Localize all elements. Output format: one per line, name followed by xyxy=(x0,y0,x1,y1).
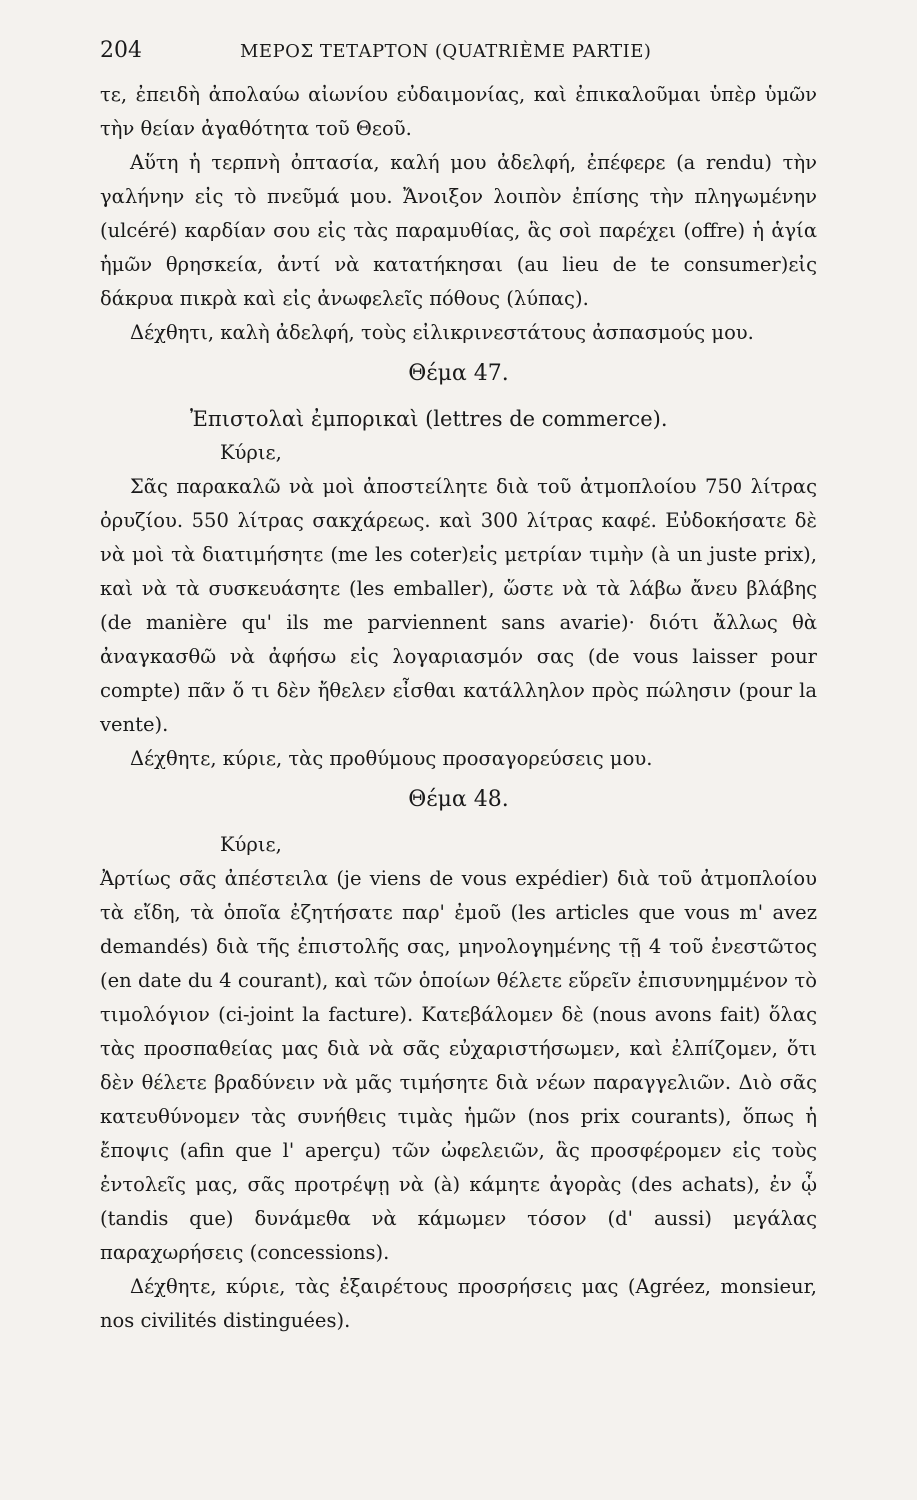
body-text xyxy=(100,78,817,1338)
paragraph: Σᾶς παρακαλῶ νὰ μοὶ ἀποστείλητε διὰ τοῦ ἀτμοπλοίου 750 λίτρας ὀρυζίου. 550 λίτρας σακχάρεως. καὶ 300 λίτρας καφέ. Εὐδοκήσατε δὲ νὰ μοὶ τὰ διατιμήσητε (me les coter)εἰς μετρίαν τιμὴν (à un juste prix), καὶ νὰ τὰ συσκευάσητε (les emballer), ὥστε νὰ τὰ λάβω ἄνευ βλάβης (de manière qu' ils me parviennent sans avarie)· διότι ἄλλως θὰ ἀναγκασθῶ νὰ ἀφήσω εἰς λογαριασμόν σας (de vous laisser pour compte) πᾶν ὅ τι δὲν ἤθελεν εἶσθαι κατάλληλον πρὸς πώλησιν (pour la vente). xyxy=(100,475,817,736)
page-header xyxy=(100,38,817,78)
section-heading-48: Θέμα 48. xyxy=(408,787,509,812)
running-title: ΜΕΡΟΣ ΤΕΤΑΡΤΟΝ (QUATRIÈME PARTIE) xyxy=(240,41,652,62)
paragraph: Ἀρτίως σᾶς ἀπέστειλα (je viens de vous expédier) διὰ τοῦ ἀτμοπλοίου τὰ εἴδη, τὰ ὁποῖα ἐζητήσατε παρ' ἐμοῦ (les articles que vous m' avez demandés) διὰ τῆς ἐπιστολῆς σας, μηνολογημένης τῇ 4 τοῦ ἐνεστῶτος (en date du 4 courant), καὶ τῶν ὁποίων θέλετε εὕρεῖν ἐπισυνημμένον τὸ τιμολόγιον (ci-joint la facture). Κατεβάλομεν δὲ (nous avons fait) ὅλας τὰς προσπαθείας μας διὰ νὰ σᾶς εὐχαριστήσωμεν, καὶ ἐλπίζομεν, ὅτι δὲν θέλετε βραδύνειν νὰ μᾶς τιμήσητε διὰ νέων παραγγελιῶν. Διὸ σᾶς κατευθύνομεν τὰς συνήθεις τιμὰς ἡμῶν (nos prix courants), ὅπως ἡ ἔποψις (afin que l' aperçu) τῶν ὠφελειῶν, ἃς προσφέρομεν εἰς τοὺς ἐντολεῖς μας, σᾶς προτρέψῃ νὰ (à) κάμητε ἀγορὰς (des achats), ἐν ᾧ (tandis que) δυνάμεθα νὰ κάμωμεν τόσον (d' aussi) μεγάλας παραχωρήσεις (concessions). xyxy=(100,867,817,1264)
paragraph: τε, ἐπειδὴ ἀπολαύω αἰωνίου εὐδαιμονίας, καὶ ἐπικαλοῦμαι ὑπὲρ ὑμῶν τὴν θείαν ἀγαθότητα τοῦ Θεοῦ. xyxy=(100,83,817,140)
paragraph: Δέχθητι, καλὴ ἀδελφή, τοὺς εἰλικρινεστάτους ἀσπασμούς μου. xyxy=(130,321,754,344)
paragraph: Αὕτη ἡ τερπνὴ ὀπτασία, καλή μου ἀδελφή, ἐπέφερε (a rendu) τὴν γαλήνην εἰς τὸ πνεῦμά μου. Ἄνοιξον λοιπὸν ἐπίσης τὴν πληγωμένην (ulcéré) καρδίαν σου εἰς τὰς παραμυθίας, ἃς σοὶ παρέχει (offre) ἡ ἁγία ἡμῶν θρησκεία, ἀντί νὰ κατατήκησαι (au lieu de te consumer)εἰς δάκρυα πικρὰ καὶ εἰς ἀνωφελεῖς πόθους (λύπας). xyxy=(100,151,817,310)
section-heading-47: Θέμα 47. xyxy=(408,361,509,386)
paragraph: Δέχθητε, κύριε, τὰς προθύμους προσαγορεύσεις μου. xyxy=(130,747,653,770)
letter-heading: Ἐπιστολαὶ ἐμπορικαὶ (lettres de commerce). xyxy=(190,407,668,431)
paragraph: Δέχθητε, κύριε, τὰς ἐξαιρέτους προσρήσεις μας (Agréez, monsieur, nos civilités distinguées). xyxy=(100,1275,817,1332)
salutation: Κύριε, xyxy=(220,441,282,464)
salutation: Κύριε, xyxy=(220,833,282,856)
page-number: 204 xyxy=(100,38,142,63)
